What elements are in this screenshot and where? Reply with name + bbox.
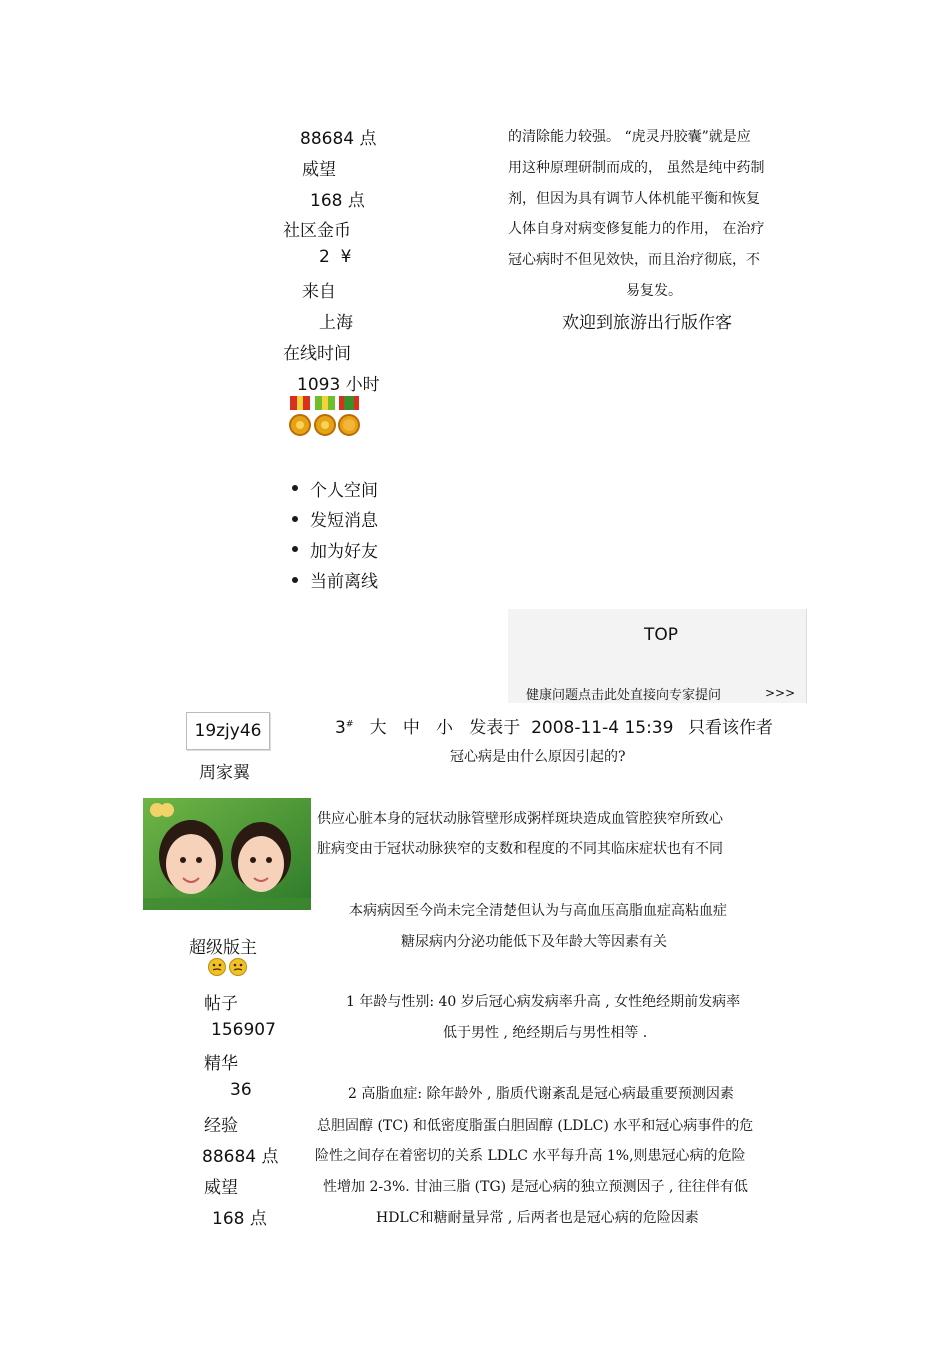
font-size-small[interactable]: 小 — [436, 718, 454, 738]
prestige-label: 威望 — [204, 1178, 238, 1198]
online-unit: 小时 — [345, 375, 380, 395]
post-paragraph-line: 低于男性 , 绝经期后与男性相等 . — [443, 1025, 648, 1041]
post-text-line: 用这种原理研制而成的， 虽然是纯中药制 — [508, 160, 765, 176]
bullet-icon — [292, 577, 298, 583]
bullet-icon — [292, 485, 298, 491]
posted-label: 发表于 — [469, 718, 521, 738]
post-text-line: 冠心病时不但见效快，而且治疗彻底，不 — [508, 252, 760, 268]
top-link[interactable]: TOP — [644, 625, 679, 645]
exp-unit: 点 — [261, 1147, 279, 1167]
coins-unit: ¥ — [340, 247, 352, 267]
coins-row — [319, 247, 351, 267]
coins-value: 2 — [319, 247, 330, 267]
post-text-line: 人体自身对病变修复能力的作用， 在治疗 — [508, 221, 765, 237]
post-paragraph-line: 供应心脏本身的冠状动脉管壁形成粥样斑块造成血管腔狭窄所致心 — [317, 811, 723, 827]
font-size-large[interactable]: 大 — [369, 718, 387, 738]
post-paragraph-line: 2 高脂血症: 除年龄外 , 脂质代谢紊乱是冠心病最重要预测因素 — [348, 1086, 734, 1102]
only-author-link[interactable]: 只看该作者 — [688, 718, 773, 738]
user-actions — [292, 473, 378, 595]
font-size-medium[interactable]: 中 — [402, 718, 420, 738]
more-link[interactable]: >>> — [765, 686, 796, 700]
post-text-line: 剂，但因为具有调节人体机能平衡和恢复 — [508, 191, 760, 207]
top-bar — [508, 609, 807, 703]
online-row — [297, 370, 380, 395]
prestige-unit: 点 — [249, 1209, 267, 1229]
posted-time: 2008-11-4 15:39 — [531, 718, 674, 738]
from-label: 来自 — [302, 282, 336, 302]
smiley-icon — [207, 957, 249, 977]
post-paragraph-line: 1 年龄与性别: 40 岁后冠心病发病率升高 , 女性绝经期前发病率 — [346, 994, 741, 1010]
prestige-value: 168 — [310, 191, 343, 211]
post-paragraph-line: 脏病变由于冠状动脉狭窄的支数和程度的不同其临床症状也有不同 — [317, 841, 723, 857]
avatar-image — [143, 798, 311, 910]
coins-label: 社区金币 — [283, 221, 351, 241]
exp-row — [202, 1142, 279, 1167]
from-value: 上海 — [319, 313, 353, 333]
exp-row — [300, 124, 377, 149]
username[interactable]: 19zjy46 — [194, 721, 262, 741]
post-paragraph-line: 本病病因至今尚未完全清楚但认为与高血压高脂血症高粘血症 — [349, 903, 727, 919]
post-title: 冠心病是由什么原因引起的? — [450, 749, 626, 765]
ask-expert-link[interactable]: 健康问题点击此处直接向专家提问 — [526, 688, 722, 703]
post-paragraph-line: 总胆固醇 (TC) 和低密度脂蛋白胆固醇 (LDLC) 水平和冠心病事件的危 — [317, 1118, 754, 1134]
welcome-text: 欢迎到旅游出行版作客 — [562, 313, 732, 333]
action-personal-space[interactable]: 个人空间 — [292, 473, 378, 504]
prestige-label: 威望 — [302, 160, 336, 180]
bullet-icon — [292, 546, 298, 552]
post-paragraph-line: 险性之间存在着密切的关系 LDLC 水平每升高 1%,则患冠心病的危险 — [315, 1148, 746, 1164]
exp-value: 88684 — [300, 129, 355, 149]
posts-label: 帖子 — [204, 994, 238, 1014]
avatar — [143, 798, 311, 910]
real-name: 周家翼 — [199, 763, 250, 783]
medals-icon — [288, 396, 364, 440]
medal-icon — [339, 396, 359, 435]
post-text-line: 易复发。 — [626, 283, 682, 299]
medal-icon — [315, 396, 335, 435]
digest-value: 36 — [230, 1080, 252, 1100]
bullet-icon — [292, 516, 298, 522]
digest-label: 精华 — [204, 1054, 238, 1074]
action-send-message[interactable]: 发短消息 — [292, 504, 378, 535]
action-add-friend[interactable]: 加为好友 — [292, 534, 378, 565]
floor-number: 3# — [335, 718, 354, 738]
post-header — [335, 713, 673, 738]
post-text-line: 的清除能力较强。 “虎灵丹胶囊”就是应 — [508, 129, 751, 145]
action-status-offline: 当前离线 — [292, 565, 378, 596]
posts-value: 156907 — [211, 1020, 276, 1040]
exp-label: 经验 — [204, 1116, 238, 1136]
prestige-value: 168 — [212, 1209, 245, 1229]
post-paragraph-line: 性增加 2-3%. 甘油三脂 (TG) 是冠心病的独立预测因子 , 往往伴有低 — [323, 1179, 748, 1195]
medal-icon — [290, 396, 310, 435]
exp-unit: 点 — [359, 129, 377, 149]
post-paragraph-line: HDLC和糖耐量异常 , 后两者也是冠心病的危险因素 — [376, 1210, 699, 1226]
user-rank: 超级版主 — [189, 938, 257, 958]
online-value: 1093 — [297, 375, 341, 395]
username-box[interactable] — [186, 712, 270, 750]
exp-value: 88684 — [202, 1147, 257, 1167]
online-label: 在线时间 — [283, 344, 351, 364]
prestige-row — [212, 1204, 267, 1229]
prestige-unit: 点 — [347, 191, 365, 211]
prestige-row — [310, 186, 365, 211]
post-paragraph-line: 糖尿病内分泌功能低下及年龄大等因素有关 — [401, 934, 667, 950]
